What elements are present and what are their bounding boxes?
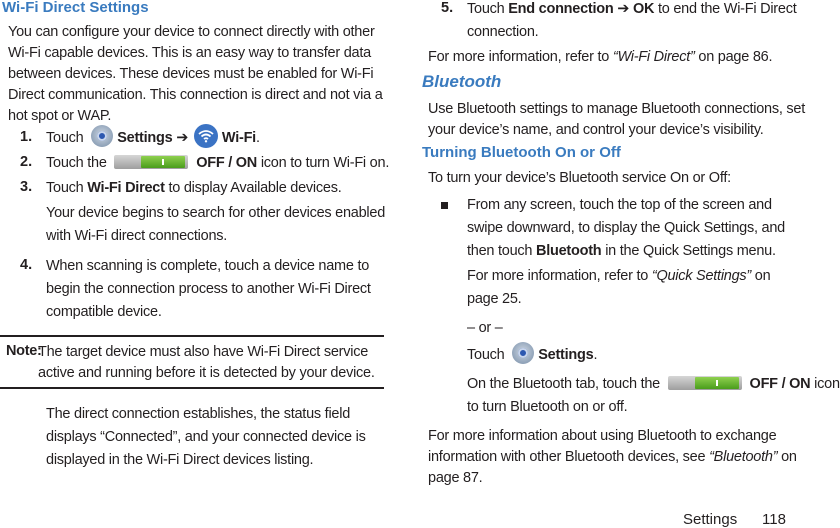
turn-intro: To turn your device’s Bluetooth service On or Off: [428,170,731,186]
step-number: 1. [20,129,33,145]
turning-bt-heading: Turning Bluetooth On or Off [422,144,621,161]
bullet-line: swipe downward, to display the Quick Settings, and [467,220,785,236]
intro-line: You can configure your device to connect directly with other [8,24,375,40]
text: icon [814,376,840,392]
footer-page-number: 118 [762,511,786,528]
step-number: 4. [20,257,33,273]
wifi-direct-label: Wi-Fi Direct [87,180,165,196]
note-text: active and running before it is detected by your device. [38,365,375,381]
ok-label: OK [632,1,655,17]
qs-ref-cont: page 25. [467,291,522,307]
wifi-icon [194,124,218,148]
bluetooth-ref: “Bluetooth” [709,449,778,465]
bt-tab-cont: to turn Bluetooth on or off. [467,399,628,415]
after-note-line: The direct connection establishes, the status field [46,406,351,422]
bt-tab-line [467,374,840,395]
off-on-label: OFF / ON [196,155,258,171]
step-text: Touch [46,130,84,146]
off-on-label: OFF / ON [749,376,811,392]
step-text: to end the Wi-Fi Direct [657,1,797,17]
text: on [781,449,797,465]
period: . [255,130,260,146]
after-note-line: displayed in the Wi-Fi Direct devices listing. [46,452,314,468]
step-5-cont: connection. [467,24,539,40]
step-text: Touch the [46,155,107,171]
step-text: to display Available devices. [168,180,342,196]
settings-gear-icon [512,342,534,364]
step-3-cont: with Wi-Fi direct connections. [46,228,228,244]
intro-line: between devices. These devices must be enabled for Wi-Fi [8,66,374,82]
step-2 [46,153,389,174]
text: on page 86. [698,49,773,65]
bullet-line [467,241,776,262]
after-note-line: displays “Connected”, and your connected device is [46,429,366,445]
off-on-toggle-icon [114,155,188,169]
arrow-glyph: ➔ [617,1,630,17]
step-number: 3. [20,179,33,195]
touch-settings [467,345,597,366]
intro-line: Wi-Fi capable devices. This is an easy way to transfer data [8,45,371,61]
note-rule-bottom [0,387,384,389]
step-text: Touch [467,1,505,17]
bluetooth-label: Bluetooth [536,243,602,259]
qs-ref [467,266,770,287]
intro-line: Direct communication. This connection is direct and not via a [8,87,383,103]
note-label: Note: [6,343,42,359]
footer-section: Settings [683,511,738,528]
note-text: The target device must also have Wi-Fi Direct service [38,344,369,360]
off-on-toggle-icon [668,376,742,390]
wifi-direct-ref: “Wi-Fi Direct” [612,49,695,65]
step-4: compatible device. [46,304,162,320]
final-line [428,447,797,468]
step-3-cont: Your device begins to search for other devices enabled [46,205,386,221]
final-line: page 87. [428,470,483,486]
wifi-direct-heading: Wi-Fi Direct Settings [2,0,149,16]
text: For more information, refer to [467,268,649,284]
settings-gear-icon [91,125,113,147]
text: then touch [467,243,533,259]
note-rule-top [0,335,384,337]
bt-intro-line: Use Bluetooth settings to manage Bluetooth connections, set [428,101,805,117]
end-connection-label: End connection [508,1,614,17]
text: On the Bluetooth tab, touch the [467,376,660,392]
text: in the Quick Settings menu. [605,243,776,259]
step-5 [467,0,796,20]
more-info [428,47,772,68]
period: . [593,347,598,363]
arrow-glyph: ➔ [176,130,189,146]
final-line: For more information about using Bluetooth to exchange [428,428,777,444]
step-text: icon to turn Wi-Fi on. [260,155,390,171]
step-3 [46,178,342,199]
step-4: begin the connection process to another Wi-Fi Direct [46,281,371,297]
wifi-label: Wi-Fi [221,130,256,146]
text: on [754,268,771,284]
or-divider: – or – [467,320,503,336]
bullet-square-icon [441,202,448,209]
text: information with other Bluetooth devices, see [428,449,706,465]
step-number: 2. [20,154,33,170]
quick-settings-ref: “Quick Settings” [651,268,752,284]
step-1 [46,128,260,149]
settings-label: Settings [117,130,173,146]
step-text: Touch [46,180,84,196]
text: Touch [467,347,505,363]
bluetooth-heading: Bluetooth [422,72,502,91]
intro-line: hot spot or WAP. [8,108,112,124]
text: For more information, refer to [428,49,610,65]
bullet-line: From any screen, touch the top of the screen and [467,197,772,213]
step-number: 5. [441,0,454,16]
step-4: When scanning is complete, touch a device name to [46,258,370,274]
settings-label: Settings [538,347,594,363]
bt-intro-line: your device’s name, and control your device’s visibility. [428,122,764,138]
